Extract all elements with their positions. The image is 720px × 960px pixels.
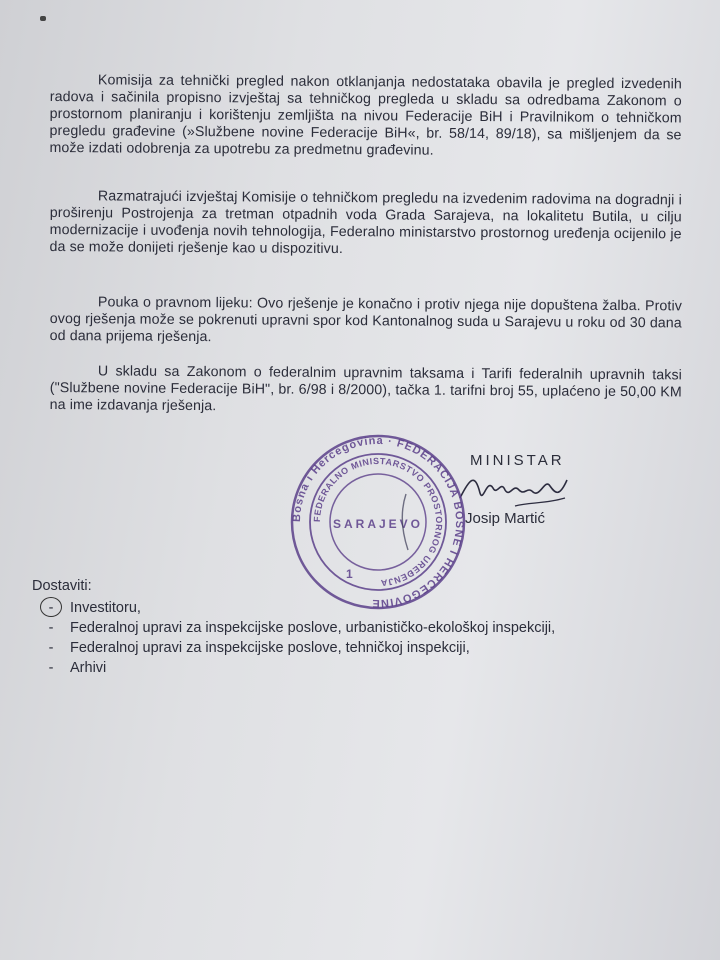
- distribution-heading: Dostaviti:: [32, 578, 92, 594]
- paragraph-legal-remedy: [50, 294, 682, 349]
- paragraph-text: U skladu sa Zakonom o federalnim upravnim taksama i Tarifi federalnih upravnih taksi ("Službene novine Federacije BiH", br. 6/98 i 8/2000), tačka 1. tarifni broj 55, uplaćeno je 50,00 KM na ime izdavanja rješenja.: [49, 363, 682, 415]
- list-item-text: Investitoru,: [70, 600, 141, 616]
- paragraph-text: Pouka o pravnom lijeku: Ovo rješenje je konačno i protiv njega nije dopuštena žalba. Protiv ovog rješenja može se pokrenuti upravni spor kod Kantonalnog suda u Sarajevu u roku od 30 dana od dana prijema rješenja.: [49, 294, 682, 346]
- stamp-inner-text: FEDERALNO MINISTARSTVO PROSTORNOG UREĐENJA: [311, 455, 445, 589]
- punch-mark: [40, 16, 46, 21]
- list-item: - Federalnoj upravi za inspekcijske poslove, urbanističko-ekološkoj inspekciji,: [48, 620, 556, 636]
- signature-title: MINISTAR: [470, 452, 565, 469]
- paragraph-text: Komisija za tehnički pregled nakon otklanjanja nedostataka obavila je pregled izvedenih radova i sačinila propisno izvještaj sa tehničkog pregleda u skladu sa odredbama Zakonom o prostornom planiranju i korištenju zemljišta na nivou Federacije BiH i Pravilnikom o tehničkom pregledu građevine (»Službene novine Federacije BiH«, br. 58/14, 89/18), sa mišljenjem da se može izdati odobrenja za upotrebu za predmetnu građevinu.: [49, 72, 682, 159]
- list-item: - Investitoru,: [48, 600, 141, 616]
- stamp-number: 1: [346, 567, 353, 581]
- list-item-text: Federalnoj upravi za inspekcijske poslove, urbanističko-ekološkoj inspekciji,: [70, 620, 556, 636]
- list-item-text: Arhivi: [70, 660, 107, 676]
- stamp-city: SARAJEVO: [332, 517, 424, 531]
- handwritten-signature: [455, 468, 575, 513]
- list-item: - Federalnoj upravi za inspekcijske poslove, tehničkoj inspekciji,: [48, 640, 470, 656]
- paragraph-text: Razmatrajući izvještaj Komisije o tehničkom pregledu na izvedenim radovima na dogradnji i proširenju Postrojenja za tretman otpadnih voda Grada Sarajeva, na lokalitetu Butila, u cilju modernizacije i uvođenja novih tehnologija, Federalno ministarstvo prostornog uređenja ocijenilo je da se može donijeti rješenje kao u dispozitivu.: [49, 188, 682, 258]
- distribution-list: [32, 598, 555, 678]
- list-item-text: Federalnoj upravi za inspekcijske poslove, tehničkoj inspekciji,: [70, 640, 470, 656]
- paragraph-consideration: [50, 188, 682, 260]
- paragraph-technical-inspection: [49, 72, 682, 161]
- signer-name: Josip Martić: [465, 510, 546, 527]
- paragraph-fees: [50, 363, 682, 418]
- list-item: - Arhivi: [48, 660, 107, 676]
- stamp-outer-text: Bosna i Hercegovina · FEDERACIJA BOSNE I HERCEGOVINE: [290, 434, 466, 610]
- official-stamp: [288, 432, 468, 612]
